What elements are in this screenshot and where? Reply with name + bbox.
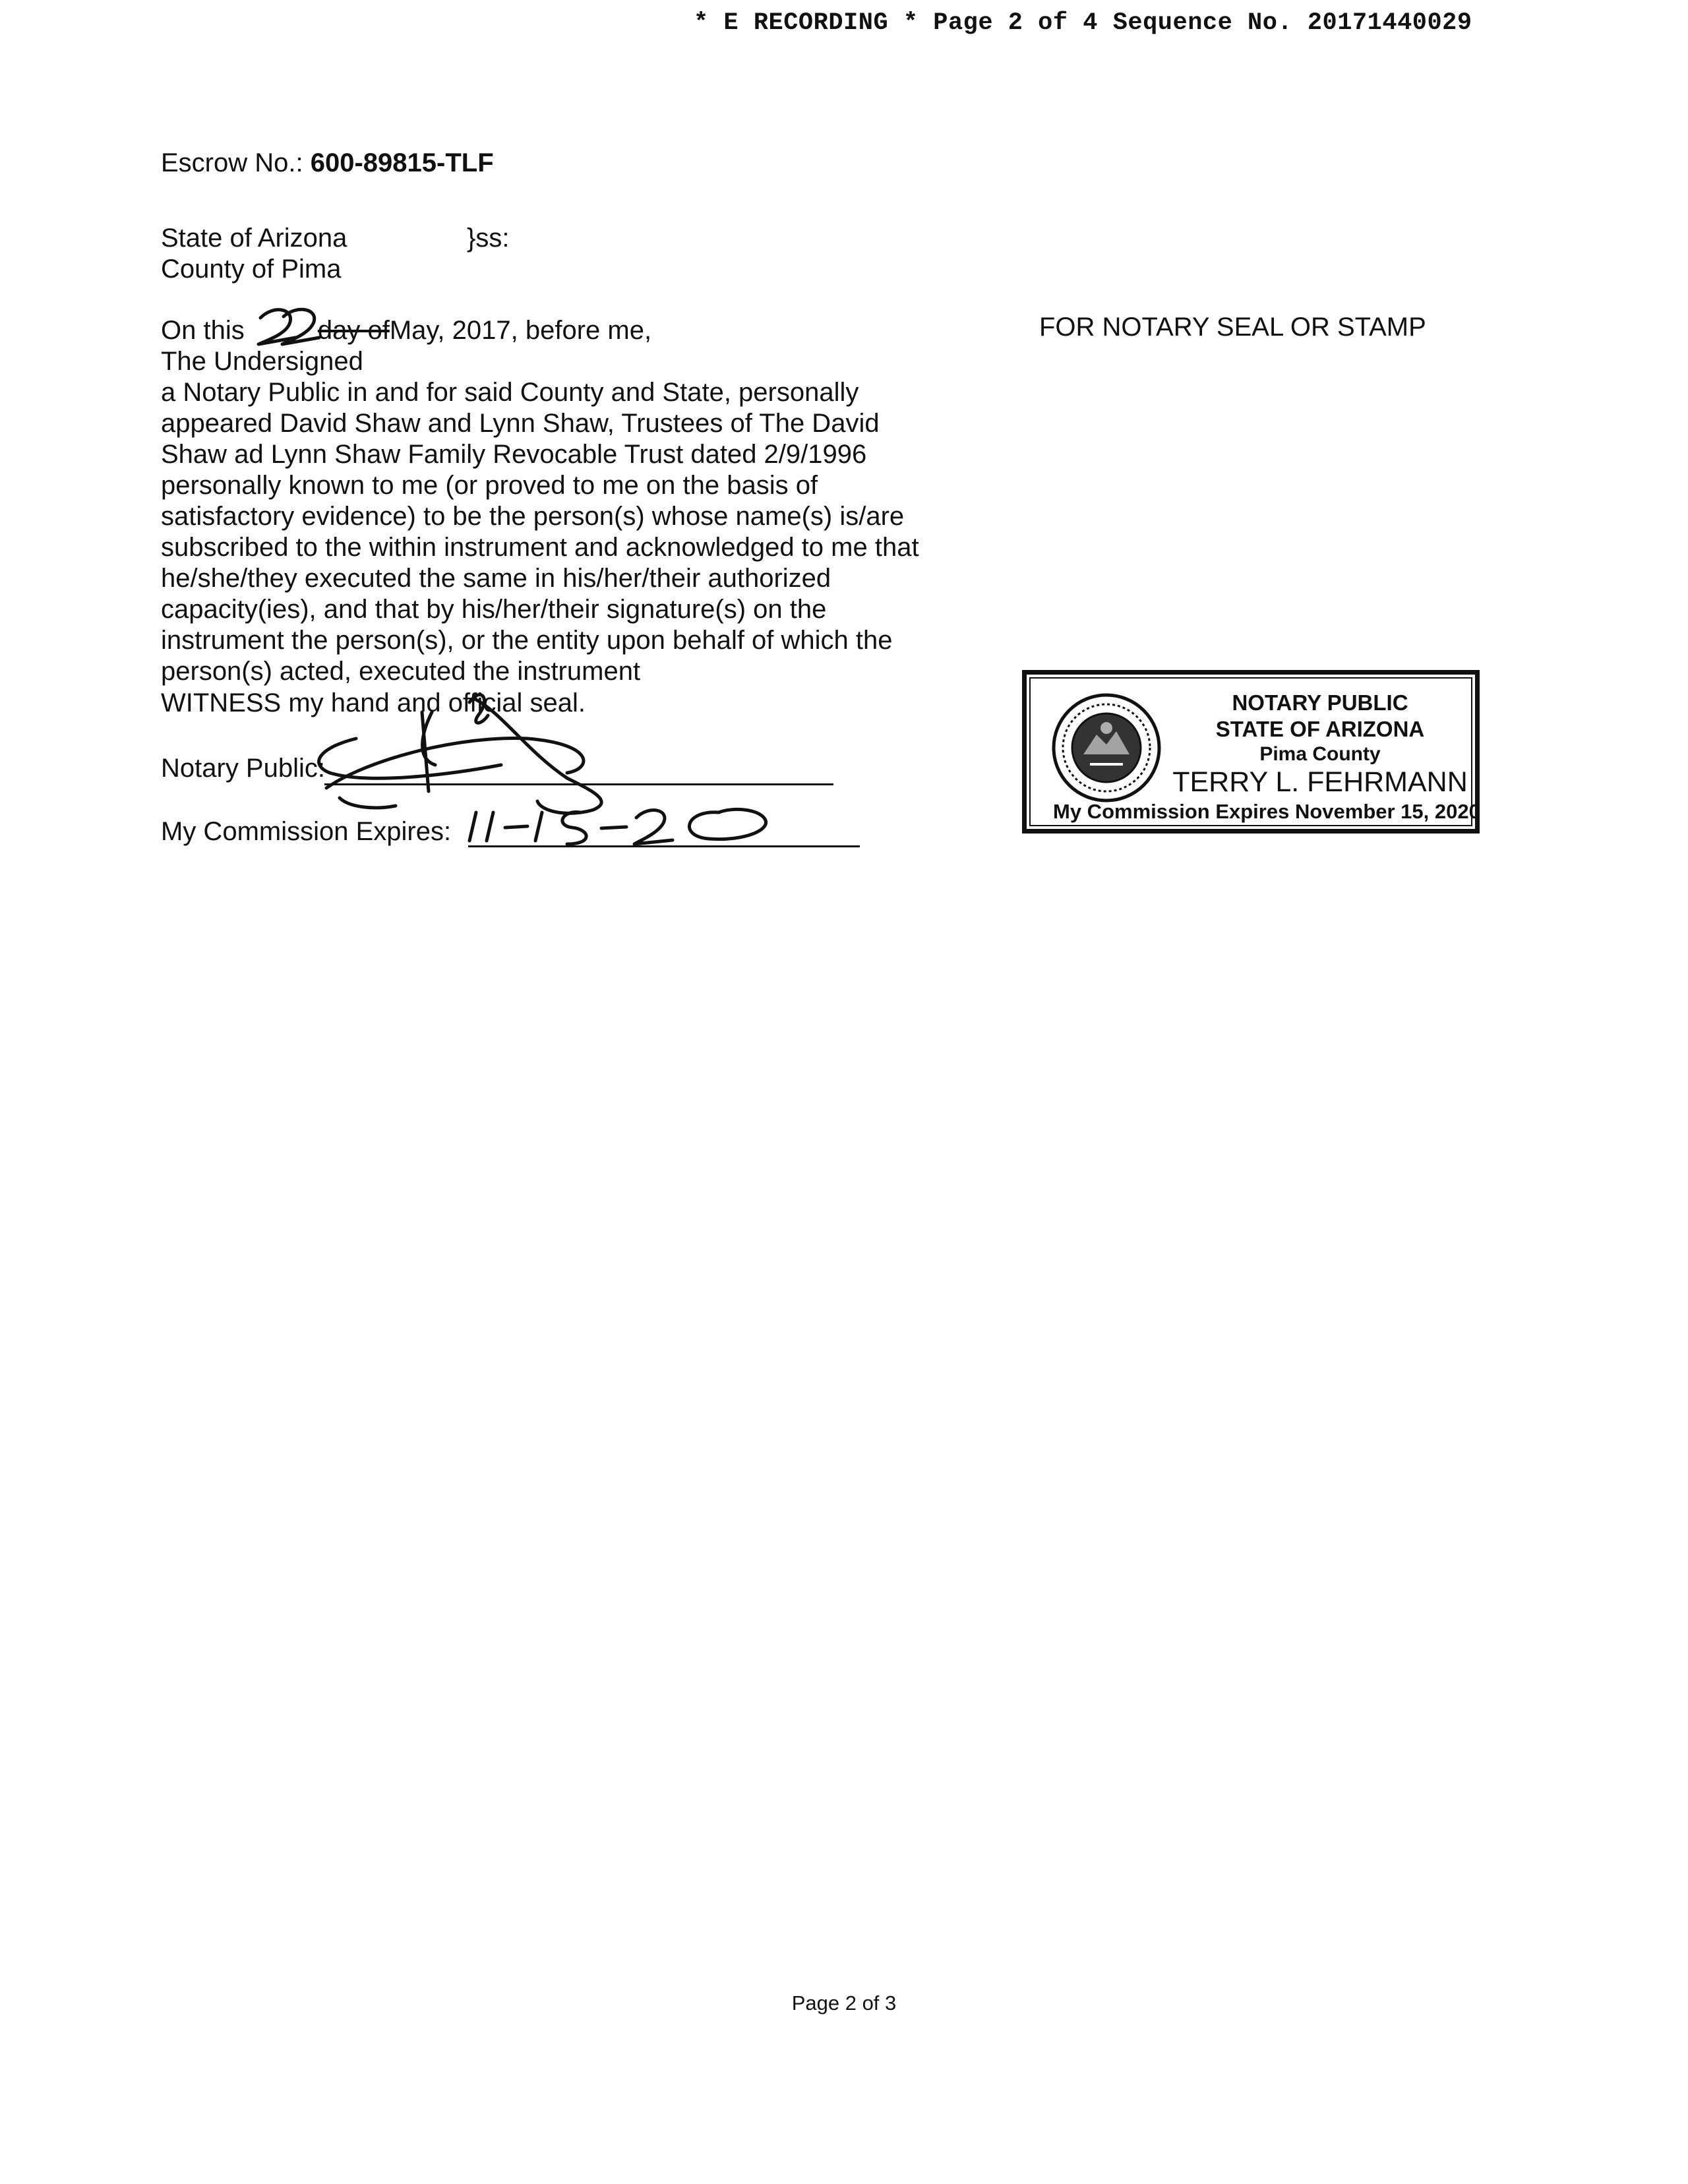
escrow-line bbox=[161, 148, 494, 179]
commission-expires-label: My Commission Expires: bbox=[161, 817, 452, 846]
body-line: capacity(ies), and that by his/her/their signature(s) on the bbox=[161, 595, 827, 624]
body-line: personally known to me (or proved to me on the basis of bbox=[161, 471, 818, 500]
date-rest: May, 2017, before me, bbox=[389, 316, 652, 345]
body-line: he/she/they executed the same in his/her/their authorized bbox=[161, 564, 831, 593]
acknowledgment-date-line bbox=[161, 315, 651, 346]
body-line: Shaw ad Lynn Shaw Family Revocable Trust dated 2/9/1996 bbox=[161, 440, 867, 469]
body-line: person(s) acted, executed the instrument bbox=[161, 657, 641, 686]
venue-ss: }ss: bbox=[467, 224, 510, 253]
stamp-commission-expires: My Commission Expires November 15, 2020 bbox=[1053, 800, 1480, 823]
notary-public-label: Notary Public: bbox=[161, 754, 325, 783]
witness-line: WITNESS my hand and official seal. bbox=[161, 688, 586, 717]
stamp-line-state: STATE OF ARIZONA bbox=[1215, 717, 1425, 741]
state-seal-icon bbox=[1050, 692, 1162, 804]
commission-date-line bbox=[468, 845, 860, 847]
struck-day-of: day of bbox=[317, 316, 390, 345]
body-line: instrument the person(s), or the entity upon behalf of which the bbox=[161, 626, 893, 655]
stamp-notary-name: TERRY L. FEHRMANN bbox=[1172, 766, 1468, 798]
notary-stamp bbox=[1022, 670, 1480, 834]
stamp-line-county: Pima County bbox=[1259, 743, 1381, 765]
venue-state: State of Arizona bbox=[161, 224, 347, 253]
venue-county: County of Pima bbox=[161, 255, 342, 284]
escrow-label: Escrow No.: bbox=[161, 148, 303, 177]
body-line: satisfactory evidence) to be the person(s) whose name(s) is/are bbox=[161, 502, 905, 531]
body-line: subscribed to the within instrument and acknowledged to me that bbox=[161, 533, 919, 562]
body-line: a Notary Public in and for said County and State, personally bbox=[161, 378, 859, 407]
on-this-text: On this bbox=[161, 316, 245, 345]
officer-name: The Undersigned bbox=[161, 347, 363, 376]
acknowledgment-body bbox=[161, 377, 919, 687]
seal-area-label: FOR NOTARY SEAL OR STAMP bbox=[1039, 313, 1426, 342]
handwritten-commission-date bbox=[469, 809, 766, 844]
body-line: appeared David Shaw and Lynn Shaw, Trustees of The David bbox=[161, 409, 880, 438]
handwritten-day bbox=[252, 315, 318, 346]
page-footer: Page 2 of 3 bbox=[791, 1991, 897, 2015]
escrow-number: 600-89815-TLF bbox=[310, 148, 494, 177]
stamp-line-notary-public: NOTARY PUBLIC bbox=[1232, 690, 1408, 715]
recording-header: * E RECORDING * Page 2 of 4 Sequence No. 20171440029 bbox=[694, 9, 1472, 37]
signature-line bbox=[324, 783, 833, 785]
